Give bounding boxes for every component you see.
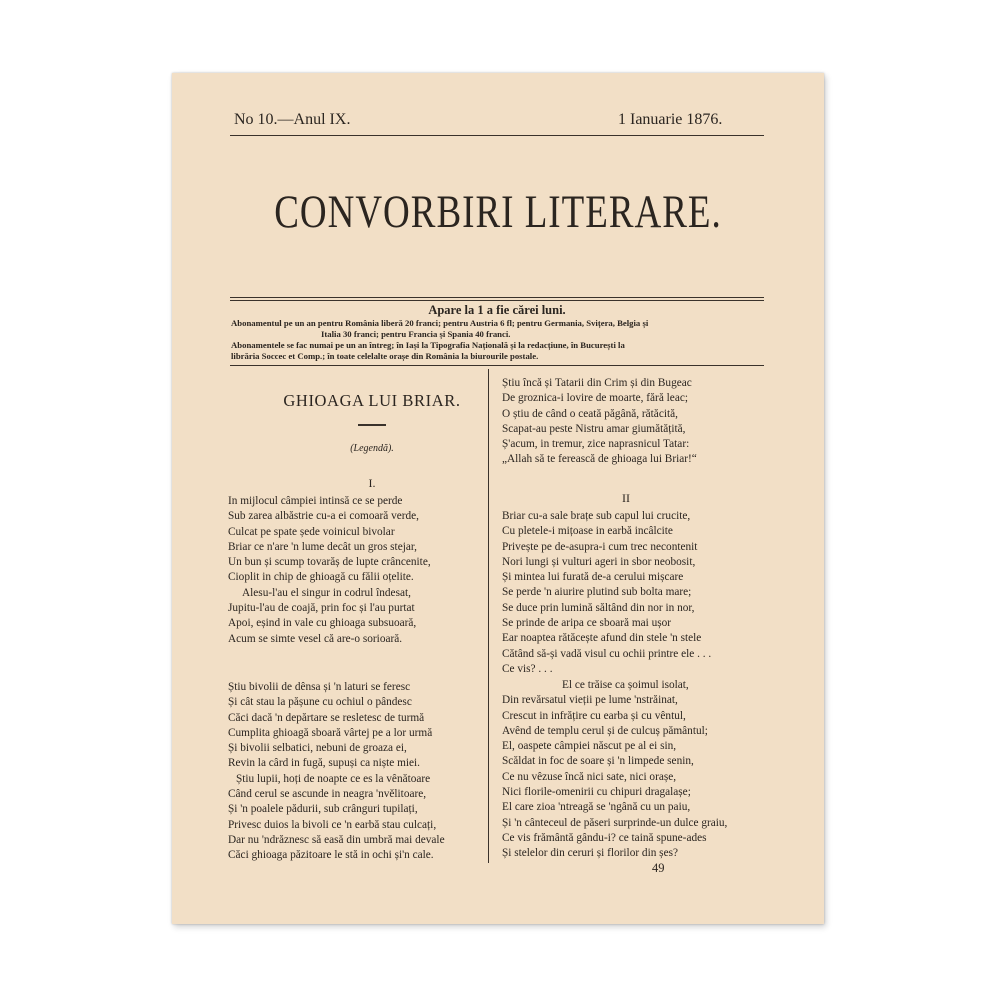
verse-line: Scăldat in foc de soare și 'n limpede senin, [502,755,694,768]
verse-line: Și 'n poalele pădurii, sub crânguri tupilați, [228,803,418,816]
poem-subtitle: (Legendă). [350,443,394,454]
verse-line: Nori lungi și vulturi ageri in sbor neobosit, [502,555,696,568]
verse-line: El ce trăise ca șoimul isolat, [562,679,689,691]
verse-line: Culcat pe spate șede voinicul bivolar [228,525,395,538]
verse-line: Și cât stau la pășune cu ochiul o pândesc [228,696,412,709]
verse-line: Ear noaptea rătăcește afund din stele 'n stele [502,632,702,645]
verse-line: Din revărsatul vieții pe lume 'nstrăinat, [502,694,678,707]
masthead-title: CONVORBIRI LITERARE. [274,186,722,239]
verse-line: Știu lupii, hoți de noapte ce es la vênătoare [236,772,431,785]
verse-line: Cu pletele-i mițoase in earbă incâlcite [502,525,673,538]
verse-line: Sub zarea albăstrie cu-a ei comoară verde, [228,510,419,523]
verse-line: „Allah să te ferească de ghioaga lui Briar!“ [502,453,697,466]
verse-line: Dar nu 'ndrăznesc să easă din umbră mai devale [228,833,445,846]
verse-line: Ce vis? . . . [502,662,553,675]
masthead-rule-top2 [230,300,764,301]
issue-date: 1 Ianuarie 1876. [618,111,723,128]
verse-line: Privește pe de-asupra-i cum trec necontenit [502,540,698,553]
verse-line: Știu încă și Tatarii din Crim și din Bugeac [502,377,692,389]
verse-stanza-right-3 [502,678,727,862]
verse-line: El, oaspete câmpiei născut pe al ei sin, [502,740,677,753]
verse-line: Căci dacă 'n depărtare se resletesc de turmă [228,711,425,724]
verse-line: Și 'n cânteceul de păseri surprinde-un dulce graiu, [502,816,728,829]
verse-line: Și bivolii selbatici, nebuni de groaza ei, [228,742,407,755]
verse-line: Jupitu-l'au de coajă, prin foc și l'au purtat [228,602,415,615]
masthead-rule-top [230,297,764,298]
verse-stanza-left-1 [228,494,431,647]
verse-line: Cumplita ghioagă sboară vârtej pe a lor urmă [228,726,433,739]
verse-line: Briar cu-a sale brațe sub capul lui crucite, [502,510,691,522]
verse-line: Și stelelor din ceruri și florilor din șes? [502,847,679,860]
page-number: 49 [652,861,665,875]
verse-line: Scapat-au peste Nistru amar giumătățită, [502,422,686,435]
verse-line: Apoi, eșind in vale cu ghioaga subsuoară, [228,617,417,630]
verse-line: Briar ce n'are 'n lume decât un gros stejar, [228,540,417,553]
verse-line: Se duce prin lumină săltând din nor in nor, [502,601,695,614]
verse-line: Alesu-l'au el singur in codrul îndesat, [242,586,411,599]
verse-line: Privesc duios la bivoli ce 'n earbă stau culcați, [228,818,437,831]
section-number: II [622,491,630,505]
verse-line: O știu de când o ceată păgână, rătăcită, [502,407,678,420]
subscription-rule [230,365,764,366]
issue-number: No 10.—Anul IX. [234,111,351,128]
verse-line: Căci ghioaga păzitoare le stă in ochi și'n cale. [228,849,434,862]
verse-line: De groznica-i lovire de moarte, fără leac; [502,392,688,405]
verse-line: Crescut in infrățire cu earba și cu vêntul, [502,709,686,722]
subscription-title: Apare la 1 a fie cărei luni. [428,303,566,317]
verse-line: Cioplit in chip de ghioagă cu fălii oțelite. [228,571,414,584]
verse-stanza-left-2 [228,680,445,864]
verse-line: Un bun și scump tovarăș de lupte crâncenite, [228,556,431,569]
verse-line: Acum se simte vesel că are-o sorioară. [228,632,403,645]
verse-line: Cătând să-și vadă visul cu ochii printre ele . . . [502,647,712,660]
verse-line: Ce vis frământă gându-i? ce taină spune-ades [502,831,707,844]
verse-line: Avênd de templu cerul și de culcuș pământul; [502,724,708,737]
subscription-line: Italia 30 franci; pentru Francia și Spania 40 franci. [321,329,511,339]
title-rule [358,424,386,426]
verse-line: Știu bivolii de dênsa și 'n laturi se feresc [228,681,411,693]
verse-line: Când cerul se ascunde in neagra 'nvělitoare, [228,788,427,801]
header-rule [230,135,764,136]
verse-line: Revin la cârd in fugă, supuși ca niște miei. [228,757,420,770]
verse-line: Ce nu vêzuse încă nici sate, nici orașe, [502,770,677,783]
journal-page [172,73,824,924]
verse-line: Se prinde de aripa ce sboară mai ușor [502,617,672,630]
verse-line: Și mintea lui furată de-a cerului mișcare [502,571,684,584]
poem-title: GHIOAGA LUI BRIAR. [283,391,461,410]
verse-line: Nici florile-omenirii cu chipuri dragalașe; [502,786,691,799]
subscription-line: librăria Soccec et Comp.; în toate celelalte orașe din România la biurourile postale. [231,351,539,361]
verse-stanza-right-1 [502,376,697,468]
verse-line: El care zioa 'ntreagă se 'ngână cu un paiu, [502,801,691,814]
subscription-line: Abonamentul pe un an pentru România liberă 20 franci; pentru Austria 6 fl; pentru Germania, Svițera, Belgia și [231,318,649,328]
verse-line: Se perde 'n aiurire plutind sub bolta mare; [502,586,692,599]
subscription-line: Abonamentele se fac numai pe un an întreg; în Iași la Tipografia Națională și la redacțiune, în București la [231,340,625,350]
verse-line: In mijlocul câmpiei intinsă ce se perde [228,495,403,507]
section-number: I. [368,476,376,490]
verse-line: Ș'acum, in tremur, zice naprasnicul Tatar: [502,438,690,451]
verse-stanza-right-2 [502,509,711,677]
